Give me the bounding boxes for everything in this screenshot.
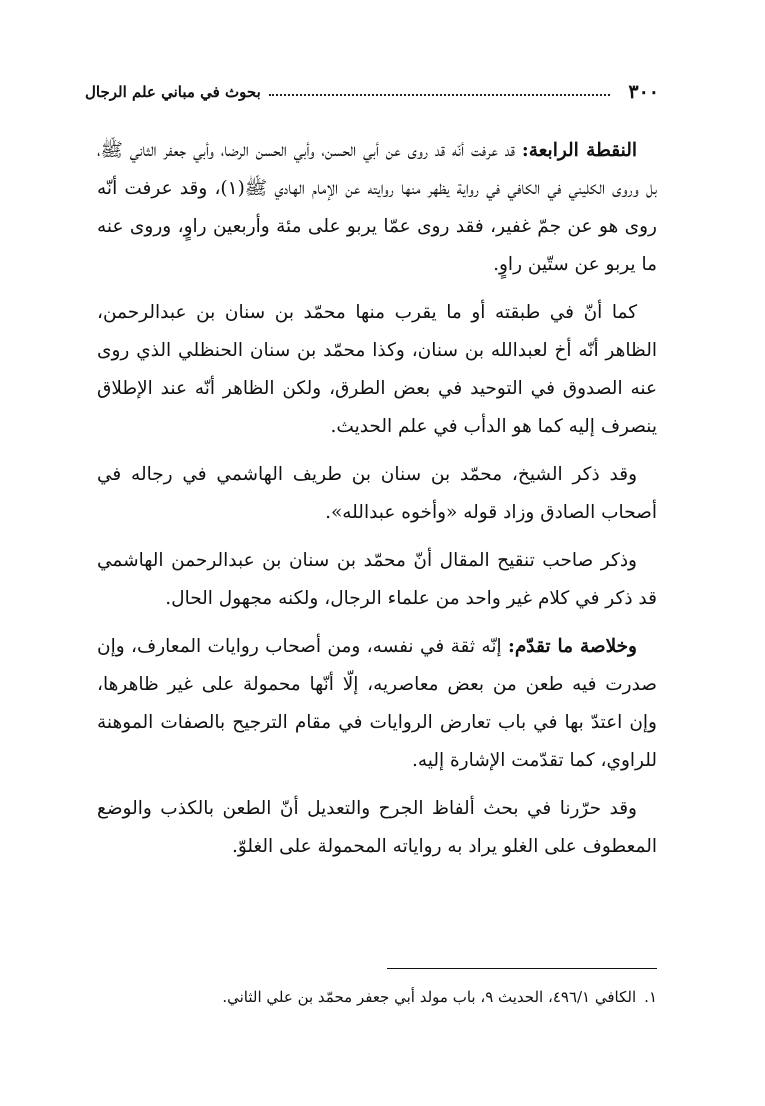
- paragraph-text: قد عرفت أنّه قد روى عن أبي الحسن، وأبي الحسن الرضا، وأبي جعفر الثاني ﷺ، بل وروى الكليني في الكافي في رواية يظهر منها روايته عن الإمام الهادي ﷺ(١)، وقد عرفت أنّه روى هو عن جمّ غفير، فقد روى عمّا يربو على مئة وأربعين راوٍ، وروى عنه ما يربو عن ستّين راوٍ.: [97, 140, 658, 275]
- paragraph-text: وقد ذكر الشيخ، محمّد بن سنان بن طريف الهاشمي في رجاله في أصحاب الصادق وزاد قوله «وأخوه عبدالله».: [97, 464, 657, 523]
- paragraph: [97, 542, 657, 618]
- footnote-text: الكافي ٤٩٦/١، الحديث ٩، باب مولد أبي جعفر محمّد بن علي الثاني.: [222, 988, 637, 1006]
- paragraph-text: كما أنّ في طبقته أو ما يقرب منها محمّد بن سنان بن عبدالرحمن، الظاهر أنّه أخ لعبدالله بن سنان، وكذا محمّد بن سنان الحنظلي الذي روى عنه الصدوق في التوحيد في بعض الطرق، ولكن الظاهر أنّه عند الإطلاق ينصرف إليه كما هو الدأب في علم الحديث.: [97, 302, 657, 437]
- paragraph: [97, 456, 657, 532]
- paragraph: [97, 628, 657, 780]
- paragraph: [97, 294, 657, 446]
- body-text: [97, 132, 657, 876]
- paragraph: [97, 132, 657, 284]
- paragraph-text: وقد حرّرنا في بحث ألفاظ الجرح والتعديل أنّ الطعن بالكذب والوضع المعطوف على الغلو يراد به رواياته المحمولة على الغلوّ.: [97, 798, 657, 857]
- footnotes: [97, 985, 657, 1009]
- footnote-number: ١.: [644, 988, 657, 1006]
- footnote-separator: [387, 968, 657, 969]
- page-number: ٣٠٠: [628, 81, 659, 103]
- paragraph-lead: وخلاصة ما تقدّم:: [508, 636, 637, 657]
- paragraph-lead: النقطة الرابعة:: [521, 140, 637, 161]
- header-dotted-leader: [269, 94, 611, 96]
- footnote-item: [97, 985, 657, 1009]
- running-title: بحوث في مباني علم الرجال: [85, 83, 261, 101]
- paragraph-text: وذكر صاحب تنقيح المقال أنّ محمّد بن سنان بن عبدالرحمن الهاشمي قد ذكر في كلام غير واحد من علماء الرجال، ولكنه مجهول الحال.: [97, 550, 657, 609]
- paragraph-text: إنّه ثقة في نفسه، ومن أصحاب روايات المعارف، وإن صدرت فيه طعن من بعض معاصريه، إلّا أنّها محمولة على غير ظاهرها، وإن اعتدّ بها في باب تعارض الروايات في مقام الترجيح بالصفات الموهنة للراوي، كما تقدّمت الإشارة إليه.: [97, 636, 657, 771]
- page-header: [85, 74, 659, 110]
- paragraph: [97, 790, 657, 866]
